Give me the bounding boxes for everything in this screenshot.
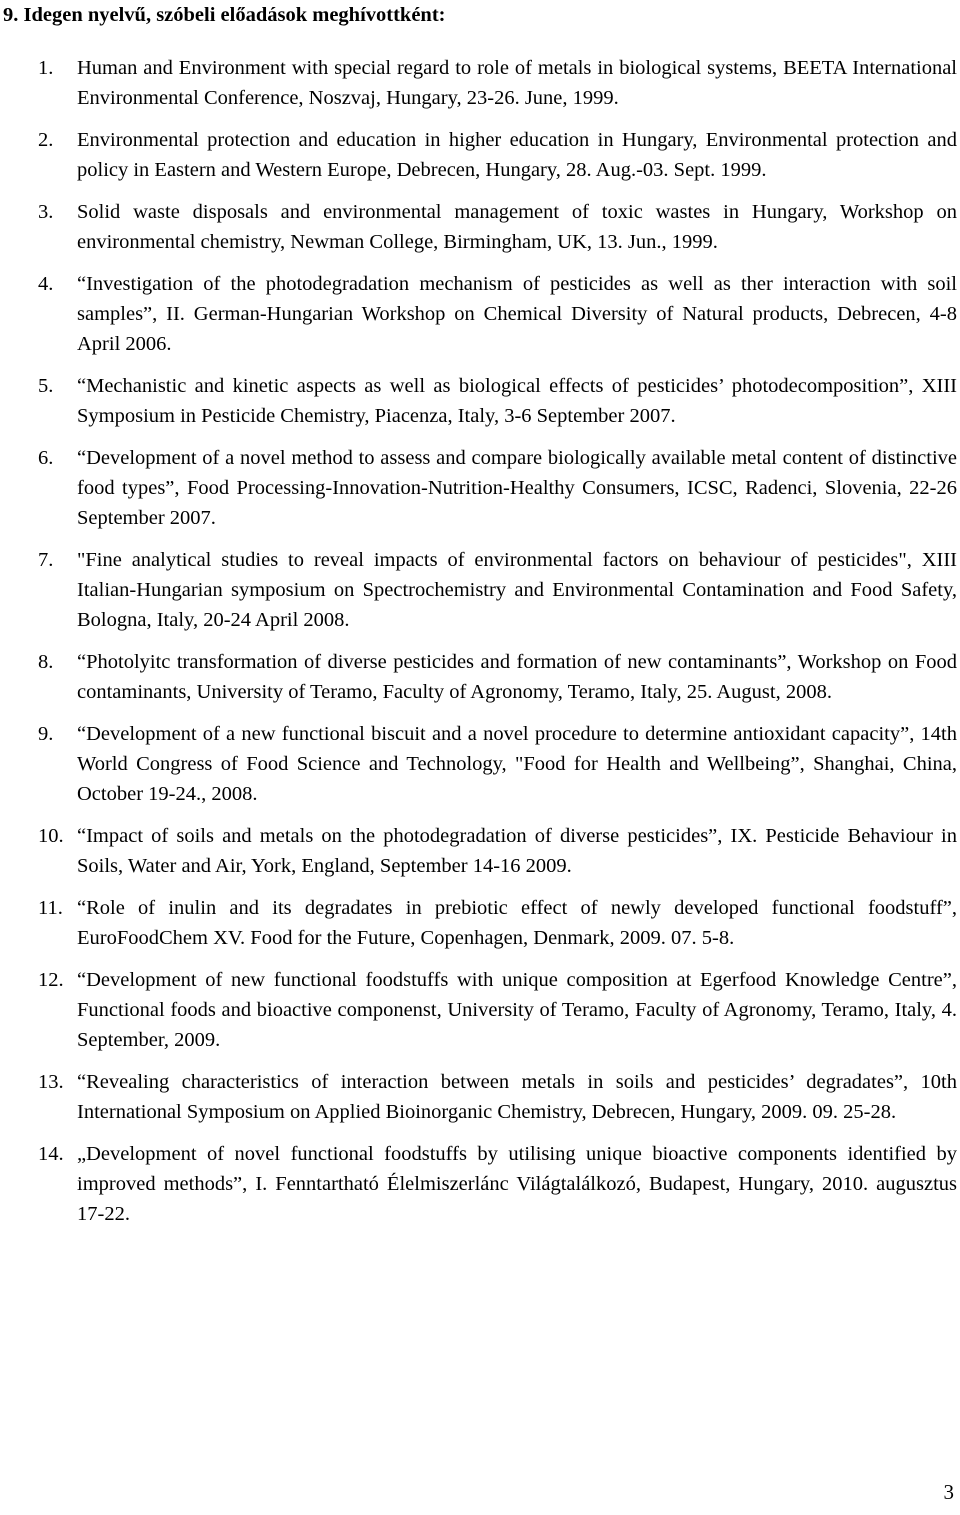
item-text: “Development of new functional foodstuffs with unique composition at Egerfood Knowledge Centre”, Functional foods and bioactive componenst, University of Teramo, Faculty of Agronomy, Teramo, Italy, 4. September, 2009.: [77, 969, 957, 1051]
item-text: “Development of a novel method to assess and compare biologically available metal content of distinctive food types”, Food Processing-Innovation-Nutrition-Healthy Consumers, ICSC, Radenci, Slovenia, 22-26 September 2007.: [77, 447, 957, 529]
item-number: 5.: [38, 375, 54, 397]
list-item: [0, 1067, 960, 1127]
item-text: "Fine analytical studies to reveal impacts of environmental factors on behaviour of pesticides", XIII Italian-Hungarian symposium on Spectrochemistry and Environmental Contamination and Food Safety, Bologna, Italy, 20-24 April 2008.: [77, 549, 957, 631]
item-text: Solid waste disposals and environmental management of toxic wastes in Hungary, Workshop on environmental chemistry, Newman College, Birmingham, UK, 13. Jun., 1999.: [77, 201, 957, 253]
section-heading: 9. Idegen nyelvű, szóbeli előadások meghívottként:: [3, 4, 446, 26]
item-number: 1.: [38, 57, 54, 79]
item-text: “Revealing characteristics of interaction between metals in soils and pesticides’ degradates”, 10th International Symposium on Applied Bioinorganic Chemistry, Debrecen, Hungary, 2009. 09. 25-28.: [77, 1071, 957, 1123]
item-number: 7.: [38, 549, 54, 571]
list-item: [0, 719, 960, 809]
item-text: “Role of inulin and its degradates in prebiotic effect of newly developed functional foodstuff”, EuroFoodChem XV. Food for the Future, Copenhagen, Denmark, 2009. 07. 5-8.: [77, 897, 957, 949]
list-item: [0, 269, 960, 359]
list-item: [0, 53, 960, 113]
presentation-list: [0, 53, 960, 1241]
item-text: “Development of a new functional biscuit and a novel procedure to determine antioxidant capacity”, 14th World Congress of Food Science and Technology, "Food for Health and Wellbeing”, Shanghai, China, October 19-24., 2008.: [77, 723, 957, 805]
list-item: [0, 197, 960, 257]
list-item: [0, 545, 960, 635]
item-number: 9.: [38, 723, 54, 745]
item-text: “Investigation of the photodegradation mechanism of pesticides as well as ther interaction with soil samples”, II. German-Hungarian Workshop on Chemical Diversity of Natural products, Debrecen, 4-8 April 2006.: [77, 273, 957, 355]
item-number: 8.: [38, 651, 54, 673]
item-number: 4.: [38, 273, 54, 295]
item-text: “Photolyitc transformation of diverse pesticides and formation of new contaminants”, Workshop on Food contaminants, University of Teramo, Faculty of Agronomy, Teramo, Italy, 25. August, 2008.: [77, 651, 957, 703]
list-item: [0, 965, 960, 1055]
item-number: 6.: [38, 447, 54, 469]
item-text: “Mechanistic and kinetic aspects as well as biological effects of pesticides’ photodecomposition”, XIII Symposium in Pesticide Chemistry, Piacenza, Italy, 3-6 September 2007.: [77, 375, 957, 427]
item-text: Human and Environment with special regard to role of metals in biological systems, BEETA International Environmental Conference, Noszvaj, Hungary, 23-26. June, 1999.: [77, 57, 957, 109]
page-number: 3: [943, 1480, 954, 1504]
list-item: [0, 1139, 960, 1229]
item-number: 10.: [38, 825, 64, 847]
list-item: [0, 443, 960, 533]
list-item: [0, 371, 960, 431]
item-number: 11.: [38, 897, 63, 919]
list-item: [0, 821, 960, 881]
item-number: 14.: [38, 1143, 64, 1165]
item-number: 13.: [38, 1071, 64, 1093]
list-item: [0, 893, 960, 953]
item-text: Environmental protection and education in higher education in Hungary, Environmental protection and policy in Eastern and Western Europe, Debrecen, Hungary, 28. Aug.-03. Sept. 1999.: [77, 129, 957, 181]
item-text: “Impact of soils and metals on the photodegradation of diverse pesticides”, IX. Pesticide Behaviour in Soils, Water and Air, York, England, September 14-16 2009.: [77, 825, 957, 877]
item-number: 3.: [38, 201, 54, 223]
item-text: „Development of novel functional foodstuffs by utilising unique bioactive components identified by improved methods”, I. Fenntartható Élelmiszerlánc Világtalálkozó, Budapest, Hungary, 2010. augusztus 17-22.: [77, 1143, 957, 1225]
list-item: [0, 125, 960, 185]
item-number: 12.: [38, 969, 64, 991]
list-item: [0, 647, 960, 707]
item-number: 2.: [38, 129, 54, 151]
